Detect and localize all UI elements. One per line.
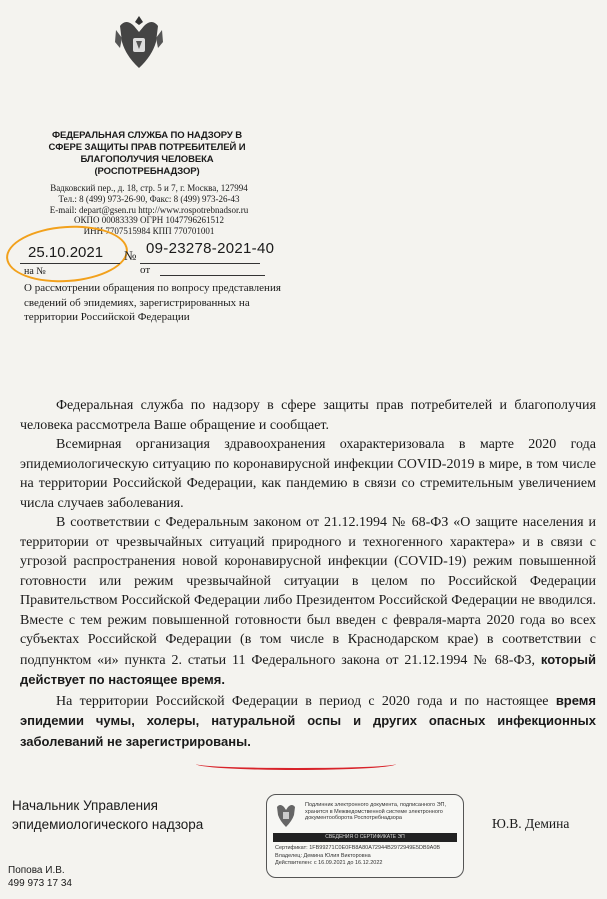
address: Вадковский пер., д. 18, стр. 5 и 7, г. Москва, 127994 xyxy=(50,183,248,193)
electronic-signature-stamp xyxy=(266,794,464,878)
org-line: БЛАГОПОЛУЧИЯ ЧЕЛОВЕКА xyxy=(80,154,214,165)
paragraph xyxy=(20,691,596,753)
inn-kpp: ИНН 7707515984 КПП 770701001 xyxy=(83,226,215,237)
reference-date-underline xyxy=(160,275,265,276)
signer-name: Ю.В. Демина xyxy=(492,816,570,831)
reference-date-label: от xyxy=(140,264,151,276)
letter-body xyxy=(20,396,596,752)
stamp-details xyxy=(275,845,457,868)
org-line: (РОСПОТРЕБНАДЗОР) xyxy=(94,166,200,177)
stamp-header-bar: СВЕДЕНИЯ О СЕРТИФИКАТЕ ЭП xyxy=(273,833,457,842)
number-sign: № xyxy=(124,248,137,263)
certificate-id: Сертификат: 1FB99271C0E0FB8A80A72944B2972949E5DB9A0B xyxy=(275,845,441,851)
org-line: СФЕРЕ ЗАЩИТЫ ПРАВ ПОТРЕБИТЕЛЕЙ И xyxy=(48,142,246,153)
executor-info xyxy=(8,864,72,890)
signer-title-line: Начальник Управления xyxy=(12,798,158,813)
executor-phone: 499 973 17 34 xyxy=(8,878,72,889)
date-underline xyxy=(20,263,120,264)
coat-of-arms-icon xyxy=(112,12,166,74)
organization-header xyxy=(22,130,272,178)
number-underline xyxy=(140,263,260,264)
coat-of-arms-icon xyxy=(273,801,299,829)
signer-title xyxy=(12,796,203,834)
signer-title-line: эпидемиологического надзора xyxy=(12,817,204,832)
okpo-ogrn: ОКПО 00083339 ОГРН 1047796261512 xyxy=(74,215,224,226)
paragraph-text: В соответствии с Федеральным законом от 21.12.1994 № 68-ФЗ «О защите населения и территории от чрезвычайных ситуаций природного и техногенного характера» и в связи с угрозой распространения новой коронавирусной инфекции (COVID-19) режим повышенной готовности или режим чрезвычайной ситуации в целом по Российской Федерации Правительством Российской Федерации либо Президентом Российской Федерации не вводился. Вместе с тем режим повышенной готовности был введен с февраля-марта 2020 года во всех субъектах Российской Федерации (в том числе в Краснодарском крае) в соответствии с подпунктом «и» пункта 2. статьи 11 Федерального закона от 21.12.1994 № 68-ФЗ, xyxy=(20,515,596,668)
bold-text: который действует по настоящее время. xyxy=(20,651,597,687)
paragraph: Федеральная служба по надзору в сфере защиты прав потребителей и благополучия человека рассмотрела Ваше обращение и сообщает. xyxy=(20,398,596,433)
bold-text: время эпидемии чумы, холеры, натуральной оспы и других опасных инфекционных заболеваний не зарегистрированы. xyxy=(20,692,597,749)
document-date: 25.10.2021 xyxy=(28,244,104,261)
document-number: 09-23278-2021-40 xyxy=(146,240,275,257)
paragraph-text: На территории Российской Федерации в период с 2020 года и по настоящее xyxy=(56,693,549,709)
red-underline-mark xyxy=(196,758,396,770)
certificate-owner: Владелец: Демина Юлия Викторовна xyxy=(275,852,371,859)
letter-subject: О рассмотрении обращения по вопросу представления сведений об эпидемиях, зарегистрированных на территории Российской Федерации xyxy=(24,282,281,323)
stamp-description: Подлинник электронного документа, подписанного ЭП, хранится в Межведомственной системе электронного документооборота Роспотребнадзора xyxy=(305,802,447,821)
executor-name: Попова И.В. xyxy=(8,865,65,876)
certificate-validity: Действителен: с 16.09.2021 до 16.12.2022 xyxy=(275,860,383,866)
reference-number-label: на № xyxy=(24,266,46,277)
paragraph xyxy=(20,513,596,691)
phone-fax: Тел.: 8 (499) 973-26-90, Факс: 8 (499) 973-26-43 xyxy=(58,193,240,204)
email-website: E-mail: depart@gsen.ru http://www.rospotrebnadsor.ru xyxy=(49,204,249,215)
org-line: ФЕДЕРАЛЬНАЯ СЛУЖБА ПО НАДЗОРУ В xyxy=(51,130,242,141)
paragraph: Всемирная организация здравоохранения охарактеризовала в марте 2020 года эпидемиологическую ситуацию по коронавирусной инфекции COVID-2019 в мире, в том числе на территории Российской Федерации, как пандемию в связи со стремительным увеличением числа случаев заболевания. xyxy=(20,437,596,511)
